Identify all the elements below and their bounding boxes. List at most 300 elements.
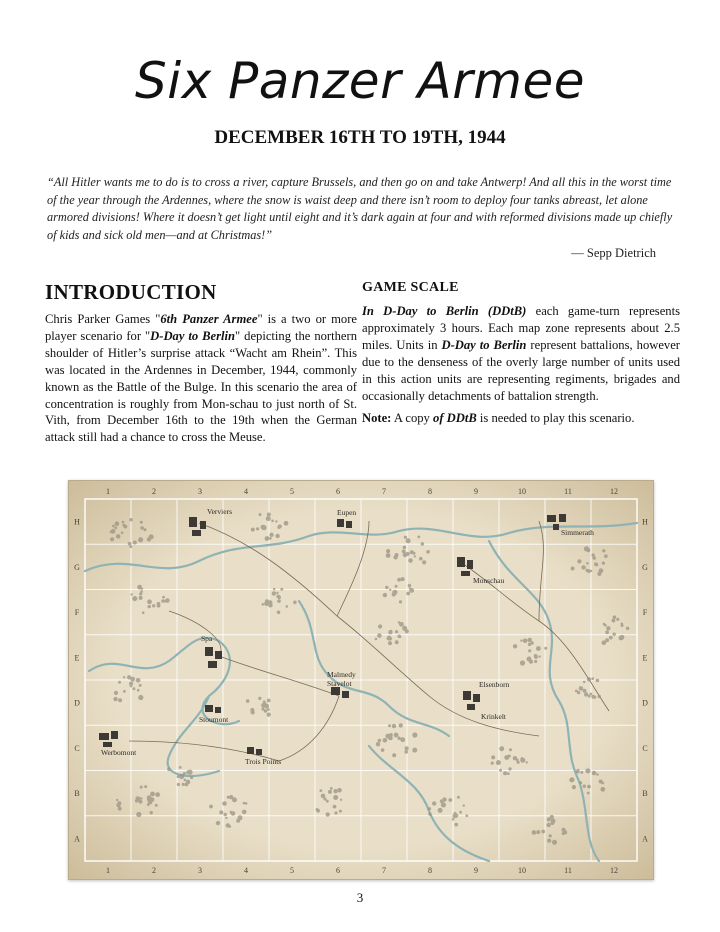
forest-tree: [541, 830, 545, 834]
forest-tree: [179, 774, 184, 779]
forest-tree: [383, 593, 387, 597]
row-label-left: B: [74, 789, 80, 799]
forest-tree: [583, 681, 586, 684]
forest-tree: [550, 821, 554, 825]
forest-tree: [626, 627, 629, 630]
forest-tree: [275, 520, 277, 522]
forest-tree: [534, 660, 537, 663]
town-block: [331, 687, 340, 695]
row-label-right: G: [642, 562, 648, 572]
forest-tree: [115, 521, 120, 526]
forest-tree: [243, 802, 246, 805]
forest-tree: [409, 588, 411, 590]
forest-tree: [592, 771, 597, 776]
forest-tree: [552, 840, 557, 845]
forest-tree: [123, 690, 126, 693]
forest-tree: [271, 520, 274, 523]
forest-tree: [377, 633, 382, 638]
forest-tree: [499, 769, 502, 772]
forest-tree: [140, 697, 143, 700]
page-subtitle: DECEMBER 16TH TO 19TH, 1944: [214, 127, 506, 148]
town-block: [192, 530, 201, 536]
forest-tree: [130, 685, 133, 688]
forest-tree: [569, 777, 574, 782]
forest-tree: [547, 823, 551, 827]
forest-tree: [528, 649, 531, 652]
forest-tree: [144, 528, 147, 531]
forest-tree: [139, 596, 143, 600]
forest-tree: [400, 737, 405, 742]
forest-tree: [389, 589, 391, 591]
forest-tree: [395, 585, 398, 588]
forest-tree: [596, 563, 599, 566]
forest-tree: [428, 807, 431, 810]
forest-tree: [293, 601, 297, 605]
row-label-left: D: [74, 698, 80, 708]
row-label-left: E: [74, 653, 80, 663]
forest-tree: [613, 633, 616, 636]
row-label-right: D: [642, 698, 648, 708]
forest-tree: [386, 549, 390, 553]
forest-tree: [144, 785, 147, 788]
forest-tree: [465, 814, 468, 817]
forest-tree: [150, 792, 155, 797]
forest-tree: [114, 691, 118, 695]
forest-tree: [118, 807, 122, 811]
forest-tree: [127, 675, 131, 679]
forest-tree: [378, 739, 382, 743]
forest-tree: [319, 789, 322, 792]
forest-tree: [491, 755, 495, 759]
forest-tree: [421, 542, 425, 546]
forest-tree: [417, 536, 420, 539]
town-label-stavelot: Stavelot: [327, 679, 352, 688]
forest-tree: [266, 516, 271, 521]
forest-tree: [277, 599, 281, 603]
column-label-bottom: 11: [564, 866, 572, 875]
forest-tree: [238, 815, 243, 820]
forest-tree: [148, 538, 151, 541]
forest-tree: [591, 677, 594, 680]
town-block: [346, 521, 352, 528]
forest-tree: [412, 748, 417, 753]
town-block: [200, 521, 206, 529]
forest-tree: [452, 814, 457, 819]
town-block: [247, 747, 254, 754]
forest-tree: [129, 545, 132, 548]
forest-tree: [155, 804, 158, 807]
column-label-top: 7: [382, 487, 386, 496]
forest-tree: [602, 562, 605, 565]
forest-tree: [267, 708, 270, 711]
forest-tree: [549, 834, 552, 837]
town-block: [467, 560, 473, 569]
forest-tree: [600, 787, 605, 792]
town-block: [553, 524, 559, 530]
forest-tree: [587, 792, 590, 795]
town-block: [547, 515, 556, 522]
forest-tree: [448, 798, 452, 802]
forest-tree: [591, 695, 595, 699]
forest-tree: [405, 629, 409, 633]
forest-tree: [167, 768, 171, 772]
forest-tree: [577, 559, 581, 563]
forest-tree: [621, 624, 624, 627]
forest-tree: [251, 528, 255, 532]
game-scale-section: [362, 280, 680, 427]
column-label-bottom: 5: [290, 866, 294, 875]
forest-tree: [463, 804, 465, 806]
forest-tree: [504, 755, 509, 760]
forest-tree: [397, 578, 401, 582]
forest-tree: [513, 644, 517, 648]
forest-tree: [432, 801, 436, 805]
forest-tree: [330, 787, 333, 790]
forest-tree: [398, 621, 400, 623]
column-label-top: 11: [564, 487, 572, 496]
forest-tree: [426, 550, 430, 554]
forest-tree: [603, 623, 606, 626]
column-label-bottom: 3: [198, 866, 202, 875]
town-label-verviers: Verviers: [207, 507, 232, 516]
forest-tree: [507, 772, 510, 775]
forest-tree: [129, 518, 132, 521]
forest-tree: [245, 802, 248, 805]
forest-tree: [561, 828, 565, 832]
forest-tree: [395, 640, 399, 644]
forest-tree: [388, 641, 392, 645]
forest-tree: [378, 624, 382, 628]
forest-tree: [375, 638, 378, 641]
town-block: [457, 557, 465, 567]
column-label-top: 12: [610, 487, 618, 496]
introduction-section: [45, 280, 357, 446]
forest-tree: [398, 635, 401, 638]
forest-tree: [112, 525, 115, 528]
map-graphic: [69, 481, 653, 879]
forest-tree: [598, 695, 601, 698]
forest-tree: [414, 555, 416, 557]
forest-tree: [333, 805, 337, 809]
forest-tree: [140, 526, 144, 530]
forest-tree: [265, 599, 269, 603]
forest-tree: [590, 570, 592, 572]
forest-tree: [185, 783, 189, 787]
forest-tree: [263, 702, 266, 705]
forest-tree: [182, 783, 185, 786]
forest-tree: [340, 799, 342, 801]
forest-tree: [583, 785, 586, 788]
forest-tree: [440, 799, 444, 803]
column-label-top: 2: [152, 487, 156, 496]
forest-tree: [158, 605, 161, 608]
town-block: [215, 707, 221, 713]
forest-tree: [140, 797, 142, 799]
town-block: [559, 514, 566, 522]
town-block: [205, 647, 213, 656]
page-number: 3: [356, 890, 364, 905]
forest-tree: [397, 737, 400, 740]
town-block: [473, 694, 480, 702]
forest-tree: [131, 593, 133, 595]
forest-tree: [262, 603, 265, 606]
forest-tree: [326, 812, 330, 816]
forest-tree: [139, 592, 142, 595]
forest-tree: [122, 521, 125, 524]
forest-tree: [256, 527, 259, 530]
forest-tree: [528, 643, 531, 646]
quote-attribution: — Sepp Dietrich: [571, 246, 656, 260]
forest-tree: [227, 796, 230, 799]
forest-tree: [536, 646, 541, 651]
forest-tree: [457, 796, 460, 799]
forest-tree: [422, 560, 426, 564]
game-scale-heading: GAME SCALE: [362, 280, 459, 295]
forest-tree: [123, 676, 125, 678]
forest-tree: [147, 803, 150, 806]
forest-tree: [520, 758, 525, 763]
forest-tree: [278, 524, 282, 528]
forest-tree: [148, 605, 151, 608]
forest-tree: [328, 790, 332, 794]
forest-tree: [517, 761, 520, 764]
forest-tree: [587, 677, 591, 681]
column-label-bottom: 7: [382, 866, 386, 875]
forest-tree: [544, 647, 547, 650]
forest-tree: [562, 832, 565, 835]
forest-tree: [277, 596, 281, 600]
town-block: [99, 733, 109, 740]
forest-tree: [267, 713, 271, 717]
forest-tree: [261, 708, 264, 711]
forest-tree: [136, 796, 141, 801]
forest-tree: [280, 588, 283, 591]
forest-tree: [399, 600, 402, 603]
forest-tree: [284, 521, 289, 526]
forest-tree: [509, 748, 512, 751]
forest-tree: [219, 810, 223, 814]
forest-tree: [114, 526, 117, 529]
forest-tree: [276, 592, 278, 594]
forest-tree: [139, 684, 142, 687]
forest-tree: [572, 785, 576, 789]
column-label-top: 3: [198, 487, 202, 496]
forest-tree: [323, 797, 326, 800]
forest-tree: [428, 812, 431, 815]
forest-tree: [454, 823, 458, 827]
forest-tree: [113, 697, 117, 701]
forest-tree: [265, 536, 270, 541]
forest-tree: [232, 797, 237, 802]
forest-tree: [110, 537, 114, 541]
row-label-left: G: [74, 562, 80, 572]
forest-tree: [579, 686, 584, 691]
forest-tree: [532, 830, 537, 835]
forest-tree: [575, 690, 578, 693]
forest-tree: [388, 724, 391, 727]
forest-tree: [386, 553, 391, 558]
forest-tree: [406, 538, 411, 543]
town-label-stoumont: Stoumont: [199, 715, 229, 724]
forest-tree: [223, 813, 227, 817]
forest-tree: [520, 639, 522, 641]
row-label-right: F: [642, 608, 648, 618]
forest-tree: [259, 513, 262, 516]
forest-tree: [612, 619, 616, 623]
forest-tree: [597, 572, 601, 576]
forest-tree: [590, 693, 593, 696]
forest-tree: [121, 532, 124, 535]
forest-tree: [419, 557, 423, 561]
forest-tree: [452, 818, 455, 821]
forest-tree: [616, 618, 619, 621]
forest-tree: [579, 781, 582, 784]
column-label-top: 5: [290, 487, 294, 496]
town-label-eupen: Eupen: [337, 508, 357, 517]
town-block: [256, 749, 262, 755]
column-label-top: 4: [244, 487, 248, 496]
forest-tree: [277, 611, 281, 615]
forest-tree: [136, 812, 141, 817]
forest-tree: [209, 805, 213, 809]
forest-tree: [141, 588, 143, 590]
town-block: [342, 691, 349, 698]
forest-tree: [405, 746, 409, 750]
forest-tree: [390, 630, 392, 632]
column-label-top: 1: [106, 487, 110, 496]
forest-tree: [228, 825, 231, 828]
forest-tree: [619, 635, 624, 640]
town-label-monschau: Monschau: [473, 576, 505, 585]
forest-tree: [602, 549, 605, 552]
forest-tree: [538, 655, 540, 657]
row-label-left: A: [74, 834, 80, 844]
forest-tree: [491, 762, 494, 765]
forest-tree: [585, 768, 590, 773]
forest-tree: [116, 534, 121, 539]
column-label-top: 6: [336, 487, 340, 496]
forest-tree: [408, 558, 413, 563]
forest-tree: [395, 630, 398, 633]
row-label-right: A: [642, 834, 648, 844]
forest-tree: [547, 839, 551, 843]
forest-tree: [438, 808, 443, 813]
forest-tree: [604, 554, 608, 558]
forest-tree: [508, 767, 511, 770]
forest-tree: [394, 733, 399, 738]
forest-tree: [116, 799, 118, 801]
forest-tree: [155, 792, 160, 797]
town-label-krinkelt: Krinkelt: [481, 712, 506, 721]
forest-tree: [272, 591, 276, 595]
forest-tree: [587, 785, 591, 789]
forest-tree: [118, 681, 121, 684]
forest-tree: [147, 795, 152, 800]
page-title: Six Panzer Armee: [134, 52, 586, 110]
forest-tree: [339, 810, 342, 813]
forest-tree: [596, 679, 600, 683]
forest-tree: [581, 565, 585, 569]
forest-tree: [132, 596, 137, 601]
forest-tree: [258, 697, 261, 700]
column-label-top: 10: [518, 487, 526, 496]
forest-tree: [586, 562, 589, 565]
column-label-bottom: 9: [474, 866, 478, 875]
column-label-bottom: 10: [518, 866, 526, 875]
forest-tree: [586, 569, 589, 572]
column-label-bottom: 8: [428, 866, 432, 875]
introduction-paragraph: Chris Parker Games "6th Panzer Armee" is a two or more player scenario for "D-Day to Berlin" depicting the northern shoulder of Hitler’s surprise attack “Wacht am Rhein”. This was located in the Ardennes in December, 1944, commonly known as the Battle of the Bulge. In this scenario the area of concentration is roughly from Mon-schau to just north of St. Vith, from December 16th to the 19th when the German attack still had a chance to cross the Meuse.: [45, 312, 357, 445]
forest-tree: [403, 546, 407, 550]
town-block: [337, 519, 344, 527]
forest-tree: [333, 795, 338, 800]
forest-tree: [526, 761, 528, 763]
forest-tree: [605, 630, 609, 634]
forest-tree: [190, 776, 193, 779]
column-label-bottom: 2: [152, 866, 156, 875]
forest-tree: [399, 723, 403, 727]
forest-tree: [408, 584, 412, 588]
column-label-top: 8: [428, 487, 432, 496]
forest-tree: [551, 816, 554, 819]
forest-tree: [412, 732, 417, 737]
forest-tree: [133, 541, 137, 545]
forest-tree: [184, 779, 187, 782]
forest-tree: [606, 626, 610, 630]
town-label-simmerath: Simmerath: [561, 528, 594, 537]
forest-tree: [376, 742, 380, 746]
forest-tree: [333, 789, 337, 793]
forest-tree: [404, 750, 408, 754]
forest-tree: [406, 552, 410, 556]
forest-tree: [334, 811, 337, 814]
forest-tree: [584, 546, 589, 551]
forest-tree: [267, 513, 271, 517]
forest-tree: [584, 692, 588, 696]
forest-tree: [385, 586, 388, 589]
forest-tree: [513, 756, 517, 760]
forest-tree: [140, 521, 143, 524]
forest-tree: [286, 605, 289, 608]
row-label-left: C: [74, 743, 80, 753]
forest-tree: [602, 640, 607, 645]
forest-tree: [267, 699, 271, 703]
forest-tree: [225, 817, 227, 819]
forest-tree: [534, 655, 538, 659]
forest-tree: [140, 786, 143, 789]
forest-tree: [326, 800, 329, 803]
town-label-trois-ponts: Trois Points: [245, 757, 282, 766]
forest-tree: [162, 596, 165, 599]
forest-tree: [547, 817, 551, 821]
forest-tree: [316, 809, 320, 813]
forest-tree: [583, 689, 587, 693]
forest-tree: [404, 536, 407, 539]
column-label-bottom: 4: [244, 866, 248, 875]
forest-tree: [137, 689, 140, 692]
forest-tree: [118, 698, 122, 702]
forest-tree: [536, 830, 540, 834]
scenario-map: [68, 480, 654, 880]
forest-tree: [499, 746, 504, 751]
forest-tree: [576, 770, 580, 774]
town-block: [103, 742, 112, 747]
forest-tree: [381, 748, 385, 752]
row-label-right: H: [642, 517, 648, 527]
forest-tree: [251, 710, 255, 714]
row-label-right: E: [642, 653, 648, 663]
forest-tree: [392, 592, 396, 596]
